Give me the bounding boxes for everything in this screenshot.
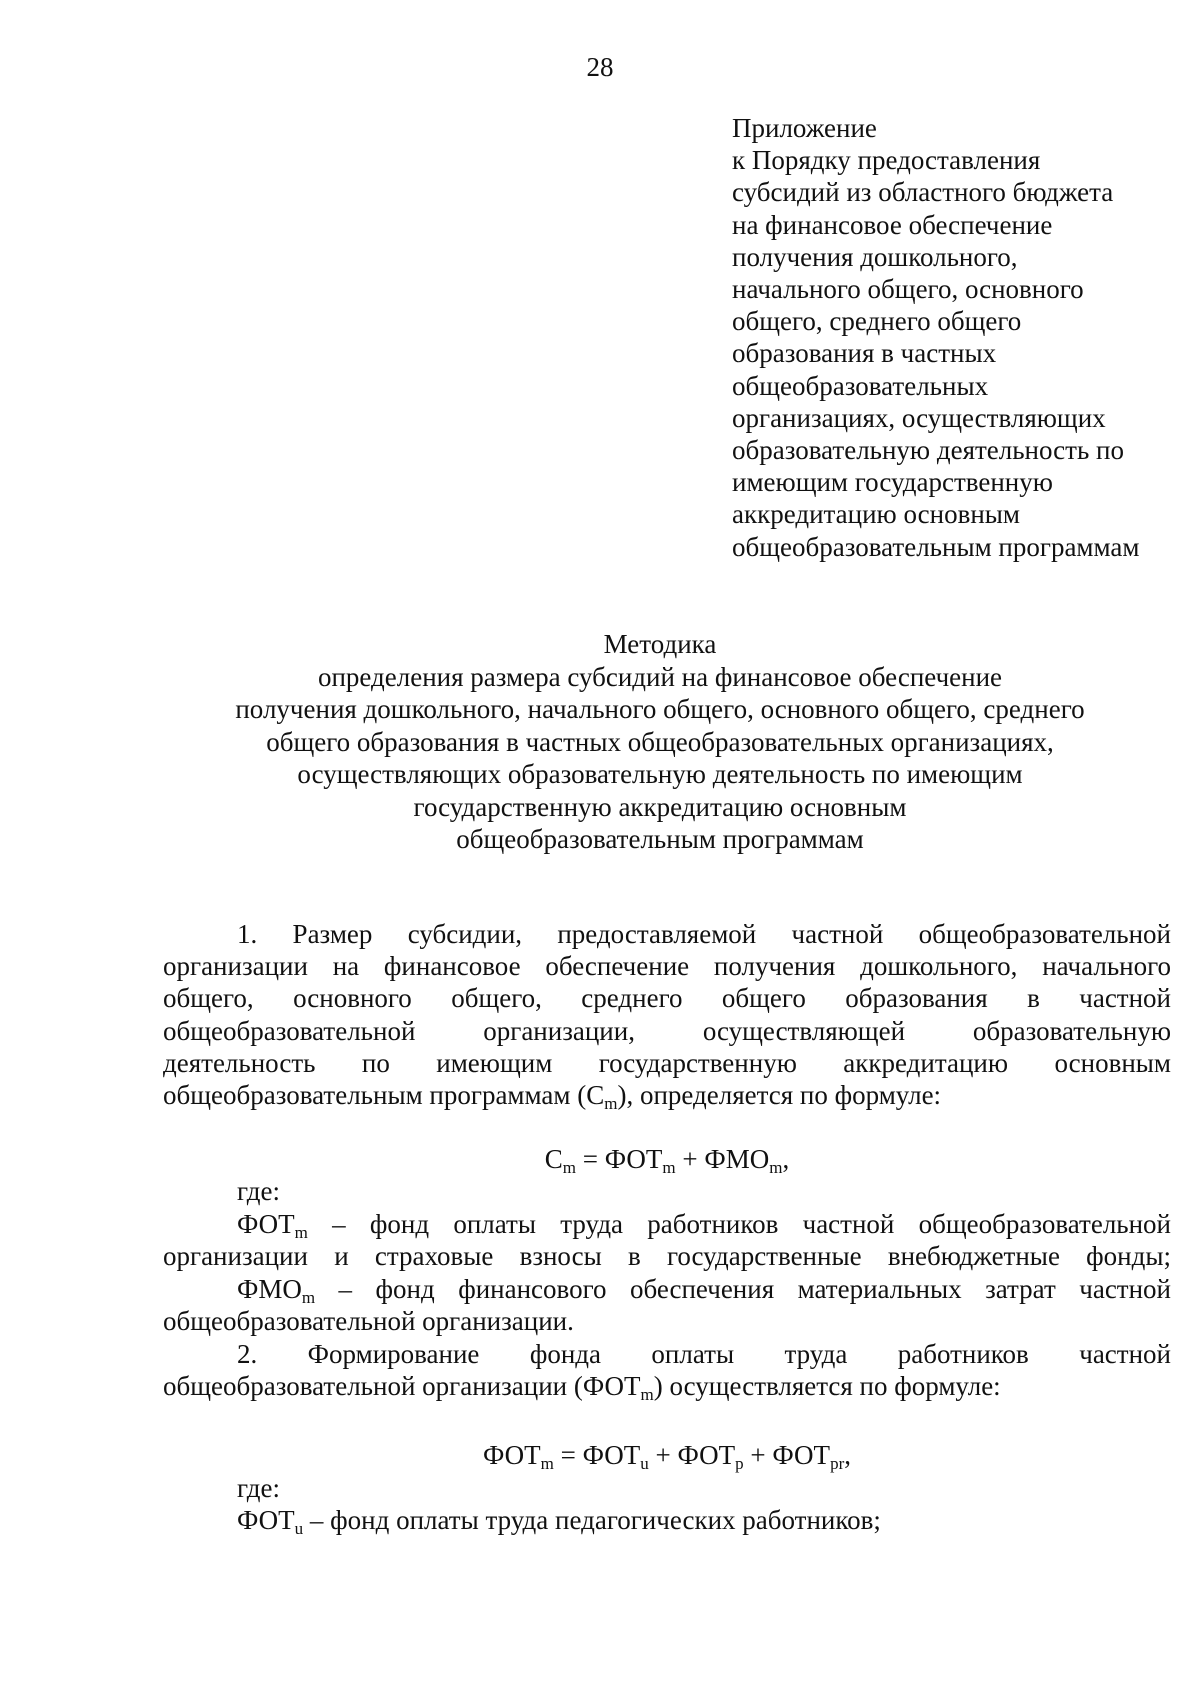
section-1-paragraph	[163, 918, 1171, 1114]
appendix-line: образовательную деятельность по	[732, 435, 1124, 466]
subscript: m	[301, 1288, 316, 1307]
term: ФМО	[237, 1274, 302, 1304]
paragraph-line: организации и страховые взносы в государственные внебюджетные фонды;	[163, 1241, 1171, 1272]
definition-fotu	[237, 1505, 881, 1536]
subscript: m	[540, 1454, 554, 1473]
text-run: общеобразовательным программам (C	[163, 1080, 605, 1111]
paragraph-line	[163, 1273, 1171, 1305]
subscript: m	[562, 1158, 577, 1177]
paragraph-line: организации на финансовое обеспечение получения дошкольного, начального	[163, 951, 1171, 982]
formula-term: + ФОТ	[743, 1440, 831, 1470]
methodology-title	[160, 628, 1160, 856]
formula-term: = ФОТ	[553, 1440, 641, 1470]
formula-fot	[163, 1440, 1171, 1471]
title-line: осуществляющих образовательную деятельность по имеющим	[297, 759, 1023, 789]
text-run: – фонд финансового обеспечения материальных затрат частной	[315, 1274, 1171, 1304]
appendix-line: на финансовое обеспечение	[732, 209, 1053, 240]
title-line: общего образования в частных общеобразовательных организациях,	[266, 726, 1054, 757]
formula-term: ,	[844, 1440, 851, 1470]
subscript: p	[735, 1454, 744, 1473]
appendix-line: к Порядку предоставления	[732, 145, 1041, 176]
section-2-paragraph	[163, 1338, 1171, 1405]
where-label: где:	[237, 1473, 280, 1503]
appendix-line: образования в частных	[732, 338, 997, 369]
paragraph-line: деятельность по имеющим государственную аккредитацию основным	[163, 1047, 1171, 1078]
text-run: – фонд оплаты труда работников частной общеобразовательной	[307, 1209, 1171, 1239]
subscript: m	[604, 1094, 618, 1114]
paragraph-line: общеобразовательной организации, осуществляющей образовательную	[163, 1015, 1171, 1046]
paragraph-line: общего, основного общего, среднего общего образования в частной	[163, 983, 1171, 1014]
paragraph-line: 2. Формирование фонда оплаты труда работников частной	[237, 1339, 1171, 1369]
appendix-block	[732, 112, 1192, 563]
appendix-line: аккредитацию основным	[732, 499, 1020, 530]
formula-term: + ФОТ	[648, 1440, 736, 1470]
formula-term: + ФМО	[675, 1144, 770, 1174]
subscript: m	[640, 1385, 654, 1405]
where-label: где:	[237, 1176, 280, 1206]
formula-term: C	[544, 1144, 563, 1174]
paragraph-line	[163, 1370, 1171, 1405]
formula-cm	[163, 1144, 1171, 1175]
title-heading: Методика	[603, 629, 717, 659]
title-line: получения дошкольного, начального общего, основного общего, среднего	[235, 694, 1085, 724]
title-line: государственную аккредитацию основным	[413, 791, 907, 822]
subscript: pr	[830, 1454, 845, 1473]
paragraph-line: 1. Размер субсидии, предоставляемой частной общеобразовательной	[237, 919, 1171, 949]
text-run: ) осуществляется по формуле:	[653, 1371, 1001, 1402]
appendix-line: общего, среднего общего	[732, 306, 1022, 337]
term: ФОТ	[237, 1505, 295, 1535]
subscript: m	[294, 1223, 308, 1242]
paragraph-line	[163, 1079, 1171, 1114]
formula-term: ФОТ	[483, 1440, 541, 1470]
appendix-line: имеющим государственную	[732, 467, 1053, 498]
appendix-line: субсидий из областного бюджета	[732, 177, 1114, 208]
subscript: u	[640, 1454, 649, 1473]
subscript: u	[294, 1519, 304, 1538]
text-run: ), определяется по формуле:	[617, 1080, 942, 1111]
page-number: 28	[586, 52, 614, 82]
text-run: – фонд оплаты труда педагогических работников;	[303, 1505, 881, 1535]
paragraph-line	[163, 1208, 1171, 1240]
term: ФОТ	[237, 1209, 295, 1239]
appendix-line: получения дошкольного,	[732, 241, 1018, 272]
appendix-line: организациях, осуществляющих	[732, 402, 1106, 433]
appendix-line: общеобразовательным программам	[732, 531, 1140, 562]
appendix-line: Приложение	[732, 113, 877, 143]
appendix-line: начального общего, основного	[732, 274, 1084, 305]
formula-term: ,	[782, 1144, 790, 1174]
text-run: общеобразовательной организации (ФОТ	[163, 1371, 641, 1402]
formula-term: = ФОТ	[576, 1144, 663, 1174]
definition-fot	[163, 1208, 1171, 1272]
subscript: m	[769, 1158, 783, 1177]
appendix-line: общеобразовательных	[732, 370, 989, 401]
subscript: m	[662, 1158, 676, 1177]
definition-fmo	[163, 1273, 1171, 1337]
title-line: общеобразовательным программам	[456, 824, 864, 854]
title-line: определения размера субсидий на финансовое обеспечение	[317, 661, 1003, 692]
paragraph-line: общеобразовательной организации.	[163, 1306, 574, 1337]
